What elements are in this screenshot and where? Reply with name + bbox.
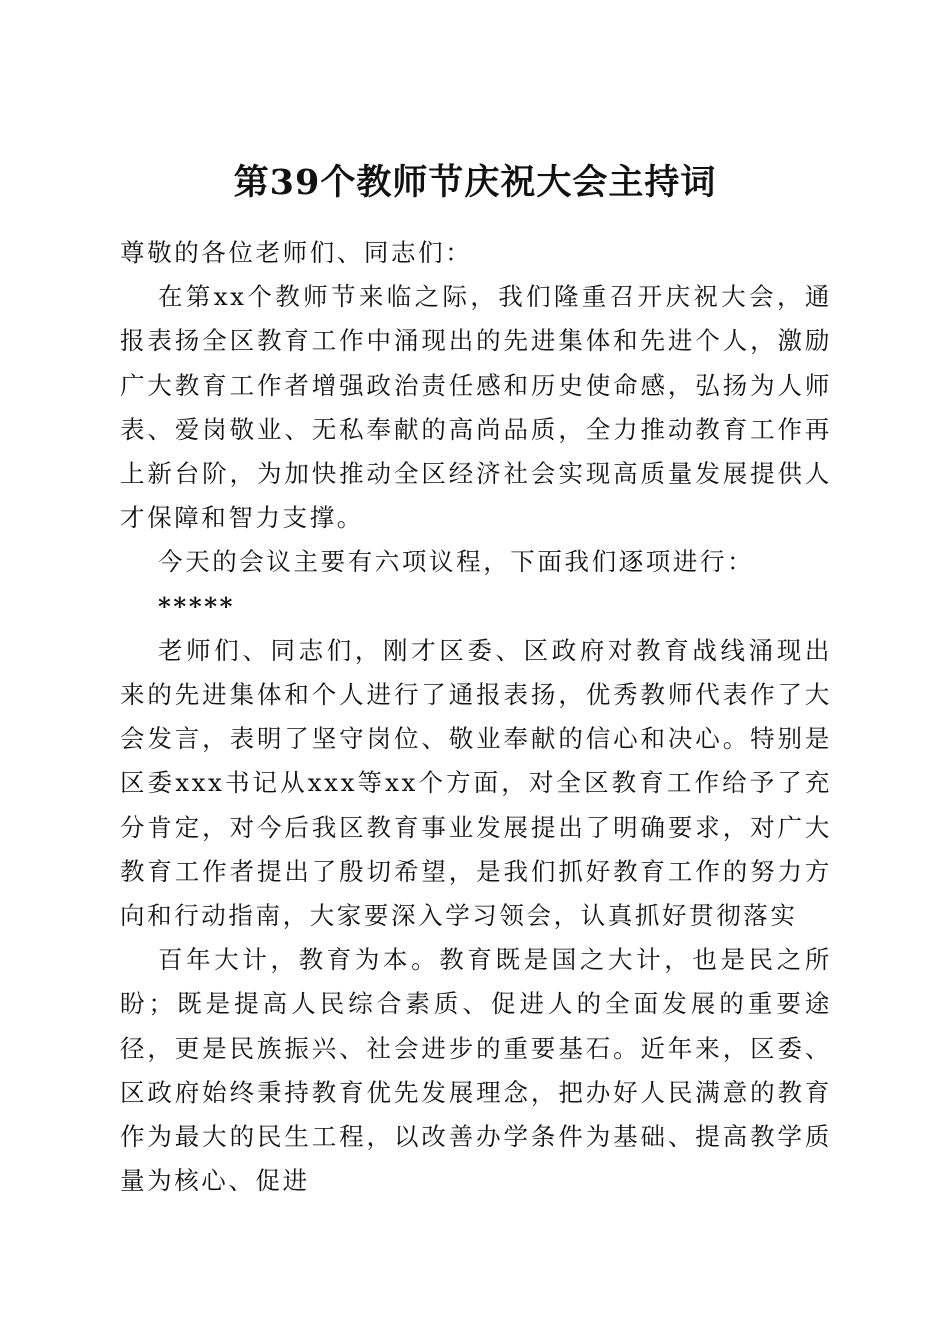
greeting: 尊敬的各位老师们、同志们： bbox=[120, 238, 473, 267]
document-body bbox=[120, 231, 832, 1203]
document-title: 第39个教师节庆祝大会主持词 bbox=[233, 162, 717, 204]
paragraph-education: 百年大计，教育为本。教育既是国之大计，也是民之所盼；既是提高人民综合素质、促进人的全面发展的重要途径，更是民族振兴、社会进步的重要基石。近年来，区委、区政府始终秉持教育优先发展理念，把办好人民满意的教育作为最大的民生工程，以改善办学条件为基础、提高教学质量为核心、促进 bbox=[120, 945, 832, 1196]
paragraph-summary: 老师们、同志们，刚才区委、区政府对教育战线涌现出来的先进集体和个人进行了通报表扬，优秀教师代表作了大会发言，表明了坚守岗位、敬业奉献的信心和决心。特别是区委xxx书记从xxx等xx个方面，对全区教育工作给予了充分肯定，对今后我区教育事业发展提出了明确要求，对广大教育工作者提出了殷切希望，是我们抓好教育工作的努力方向和行动指南，大家要深入学习领会，认真抓好贯彻落实 bbox=[120, 635, 832, 931]
paragraph-intro: 在第xx个教师节来临之际，我们隆重召开庆祝大会，通报表扬全区教育工作中涌现出的先进集体和先进个人，激励广大教育工作者增强政治责任感和历史使命感，弘扬为人师表、爱岗敬业、无私奉献的高尚品质，全力推动教育工作再上新台阶，为加快推动全区经济社会实现高质量发展提供人才保障和智力支撑。 bbox=[120, 282, 832, 533]
section-separator: ***** bbox=[158, 591, 236, 621]
paragraph-agenda: 今天的会议主要有六项议程，下面我们逐项进行： bbox=[158, 547, 755, 577]
